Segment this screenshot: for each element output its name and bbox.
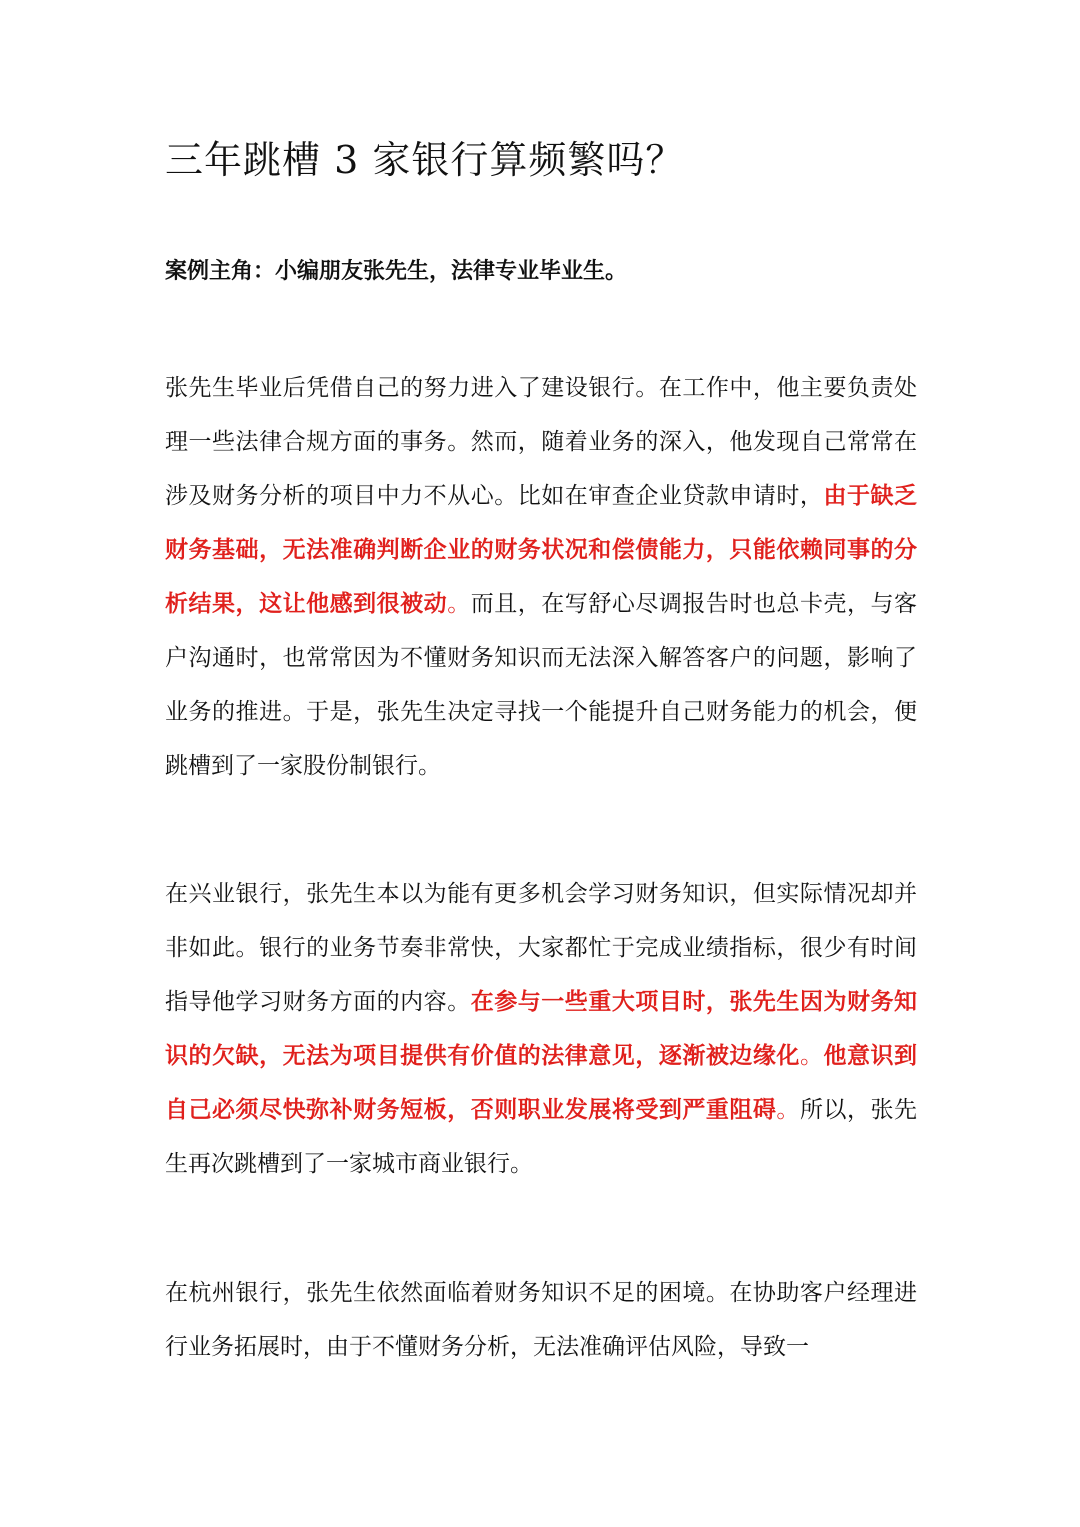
paragraph-cib: [165, 867, 917, 1191]
highlighted-punctuation: 。: [776, 1097, 800, 1123]
paragraph-text: 在杭州银行，张先生依然面临着财务知识不足的困境。在协助客户经理进行业务拓展时，由于不懂财务分析，无法准确评估风险，导致一: [165, 1280, 917, 1360]
highlighted-text: 他意识到自己必须尽快弥补财务短板，否则职业发展将受到严重阻碍: [165, 1042, 918, 1123]
highlighted-punctuation: 。: [447, 591, 471, 617]
paragraph-text: 所以，张先生再次跳槽到了一家城市商业银行。: [165, 1097, 918, 1177]
case-subtitle: 案例主角：小编朋友张先生，法律专业毕业生。: [165, 259, 628, 284]
paragraph-text: 在兴业银行，张先生本以为能有更多机会学习财务知识，但实际情况却并非如此。银行的业务节奏非常快，大家都忙于完成业绩指标，很少有时间指导他学习财务方面的内容。: [165, 881, 917, 1015]
paragraph-hzb: [165, 1266, 917, 1374]
paragraph-text: 而且，在写舒心尽调报告时也总卡壳，与客户沟通时，也常常因为不懂财务知识而无法深入解答客户的问题，影响了业务的推进。于是，张先生决定寻找一个能提升自己财务能力的机会，便跳槽到了一家股份制银行。: [165, 591, 918, 779]
highlighted-punctuation: 。: [799, 1043, 824, 1069]
highlighted-text: 由于缺乏财务基础，无法准确判断企业的财务状况和偿债能力，只能依赖同事的分析结果，这让他感到很被动: [165, 482, 918, 617]
paragraph-ccb: [165, 361, 917, 793]
highlighted-text: 在参与一些重大项目时，张先生因为财务知识的欠缺，无法为项目提供有价值的法律意见，逐渐被边缘化: [165, 988, 918, 1069]
paragraph-text: 张先生毕业后凭借自己的努力进入了建设银行。在工作中，他主要负责处理一些法律合规方面的事务。然而，随着业务的深入，他发现自己常常在涉及财务分析的项目中力不从心。比如在审查企业贷款申请时，: [165, 375, 917, 509]
page-title: 三年跳槽 3 家银行算频繁吗？: [165, 138, 685, 182]
